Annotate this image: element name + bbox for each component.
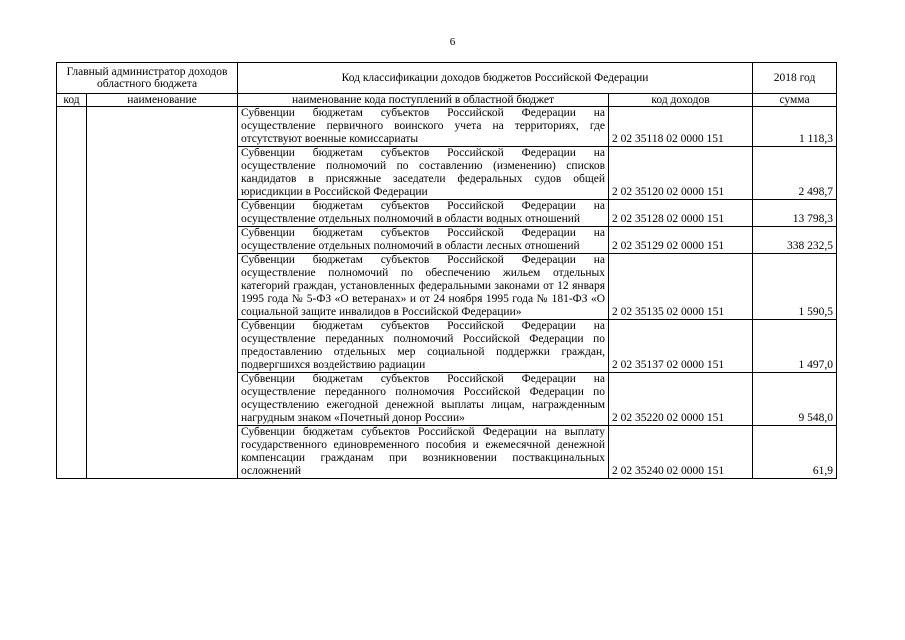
amount: 2 498,7 bbox=[753, 147, 837, 200]
amount: 9 548,0 bbox=[753, 373, 837, 426]
header-year: 2018 год bbox=[753, 63, 837, 94]
amount: 13 798,3 bbox=[753, 200, 837, 227]
page-number: 6 bbox=[449, 36, 456, 48]
income-code: 2 02 35128 02 0000 151 bbox=[609, 200, 753, 227]
header-name: наименование bbox=[87, 94, 238, 107]
receipt-description: Субвенции бюджетам субъектов Российской Федерации на осуществление переданного полномочия Российской Федерации по осуществлению ежегодной денежной выплаты лицам, награжденным нагрудным знаком «Почетный донор России» bbox=[238, 373, 609, 426]
budget-income-table bbox=[56, 62, 837, 479]
income-code: 2 02 35240 02 0000 151 bbox=[609, 426, 753, 479]
receipt-description: Субвенции бюджетам субъектов Российской Федерации на выплату государственного единовременного пособия и ежемесячной денежной компенсации гражданам при возникновении поствакцинальных осложнений bbox=[238, 426, 609, 479]
header-code: код bbox=[57, 94, 87, 107]
header-receipt-name: наименование кода поступлений в областной бюджет bbox=[238, 94, 609, 107]
header-row-groups bbox=[57, 63, 837, 94]
receipt-description: Субвенции бюджетам субъектов Российской Федерации на осуществление отдельных полномочий в области лесных отношений bbox=[238, 227, 609, 254]
amount: 1 590,5 bbox=[753, 254, 837, 320]
income-code: 2 02 35118 02 0000 151 bbox=[609, 107, 753, 147]
income-code: 2 02 35135 02 0000 151 bbox=[609, 254, 753, 320]
income-code: 2 02 35137 02 0000 151 bbox=[609, 320, 753, 373]
receipt-description: Субвенции бюджетам субъектов Российской Федерации на осуществление полномочий по обеспечению жильем отдельных категорий граждан, установленных федеральными законами от 12 января 1995 года № 5-ФЗ «О ветеранах» и от 24 ноября 1995 года № 181-ФЗ «О социальной защите инвалидов в Российской Федерации» bbox=[238, 254, 609, 320]
receipt-description: Субвенции бюджетам субъектов Российской Федерации на осуществление отдельных полномочий в области водных отношений bbox=[238, 200, 609, 227]
header-income-code: код доходов bbox=[609, 94, 753, 107]
receipt-description: Субвенции бюджетам субъектов Российской Федерации на осуществление первичного воинского учета на территориях, где отсутствуют военные комиссариаты bbox=[238, 107, 609, 147]
amount: 338 232,5 bbox=[753, 227, 837, 254]
header-admin-group: Главный администратор доходов областного бюджета bbox=[57, 63, 238, 94]
table-body bbox=[57, 107, 837, 479]
header-classification-group: Код классификации доходов бюджетов Российской Федерации bbox=[238, 63, 753, 94]
header-amount: сумма bbox=[753, 94, 837, 107]
amount: 1 497,0 bbox=[753, 320, 837, 373]
amount: 1 118,3 bbox=[753, 107, 837, 147]
amount: 61,9 bbox=[753, 426, 837, 479]
admin-name-cell bbox=[87, 107, 238, 479]
receipt-description: Субвенции бюджетам субъектов Российской Федерации на осуществление полномочий по составлению (изменению) списков кандидатов в присяжные заседатели федеральных судов общей юрисдикции в Российской Федерации bbox=[238, 147, 609, 200]
income-code: 2 02 35120 02 0000 151 bbox=[609, 147, 753, 200]
receipt-description: Субвенции бюджетам субъектов Российской Федерации на осуществление переданных полномочий Российской Федерации по предоставлению отдельных мер социальной поддержки граждан, подвергшихся воздействию радиации bbox=[238, 320, 609, 373]
admin-code-cell bbox=[57, 107, 87, 479]
table-row bbox=[57, 107, 837, 147]
header-row-columns bbox=[57, 94, 837, 107]
income-code: 2 02 35129 02 0000 151 bbox=[609, 227, 753, 254]
income-code: 2 02 35220 02 0000 151 bbox=[609, 373, 753, 426]
